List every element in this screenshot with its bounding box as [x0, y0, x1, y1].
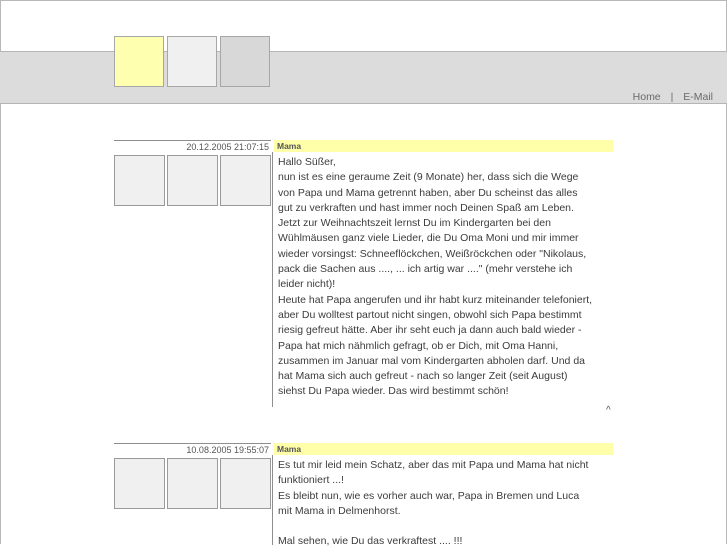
- entry-line: Hallo Süßer,: [278, 156, 336, 168]
- thumbnail-image[interactable]: [167, 155, 218, 206]
- entry-line: Wühlmäusen ganz viele Lieder, die Du Oma Moni und mir immer: [278, 232, 579, 245]
- entry-line: aber Du wolltest partout nicht singen, obwohl sich Papa bestimmt: [278, 308, 582, 321]
- entry-line: [278, 519, 613, 534]
- entry-date: 10.08.2005 19:55:07: [114, 443, 271, 456]
- entry-text: [273, 455, 613, 550]
- thumbnail-image[interactable]: [220, 155, 271, 206]
- back-to-top-link[interactable]: ^: [606, 405, 611, 416]
- nav-home-link[interactable]: Home: [632, 91, 661, 103]
- entry-line: Heute hat Papa angerufen und ihr habt kurz miteinander telefoniert,: [278, 293, 593, 306]
- entry-line: leider nicht)!: [278, 278, 336, 291]
- logo-tile-gray: [220, 36, 270, 87]
- entry-line: Es tut mir leid mein Schatz, aber das mit Papa und Mama hat nicht: [278, 459, 589, 471]
- entry-text: [273, 152, 613, 400]
- entry-line: gut zu verkraften und hast immer noch Deinen Spaß am Leben.: [278, 201, 574, 214]
- entry-line: funktioniert ...!: [278, 474, 344, 487]
- nav-separator: |: [670, 91, 674, 103]
- thumbnail-image[interactable]: [220, 458, 271, 509]
- entry-line: hat Mama sich auch gefreut - nach so langer Zeit (seit August): [278, 370, 568, 383]
- entry-author: Mama: [274, 140, 613, 152]
- thumbnail-image[interactable]: [167, 458, 218, 509]
- entry-body: [272, 455, 613, 548]
- nav-email-link[interactable]: E-Mail: [683, 91, 713, 103]
- entry-line: wieder vorsingst: Schneeflöckchen, Weißröckchen oder "Nikolaus,: [278, 247, 587, 260]
- top-nav: [633, 91, 713, 103]
- entry-body: [272, 152, 613, 407]
- entry-line: riesig gefreut hätte. Aber ihr seht euch ja dann auch bald wieder -: [278, 324, 582, 337]
- entry-line: Papa hat mich nähmlich gefragt, ob er Dich, mit Oma Hanni,: [278, 339, 559, 352]
- entry-line: Es bleibt nun, wie es vorher auch war, Papa in Bremen und Luca: [278, 489, 580, 502]
- entry-line: mit Mama in Delmenhorst.: [278, 504, 401, 517]
- logo-tile-light: [167, 36, 217, 87]
- thumbnail-image[interactable]: [114, 155, 165, 206]
- entry-line: zusammen im Januar mal vom Kindergarten abholen darf. Und da: [278, 354, 585, 367]
- header-band: [0, 51, 727, 104]
- logo-tile-yellow: [114, 36, 164, 87]
- entry-thumbnails: [114, 458, 274, 510]
- entry-line: von Papa und Mama getrennt haben, aber Du scheinst das alles: [278, 186, 578, 199]
- entry-line: Mal sehen, wie Du das verkraftest .... !!!: [278, 535, 463, 548]
- entry-line: siehst Du Papa wieder. Das wird bestimmt schön!: [278, 385, 509, 398]
- entry-author: Mama: [274, 443, 613, 455]
- entry-line: pack die Sachen aus ...., ... ich artig war ...." (mehr verstehe ich: [278, 263, 573, 276]
- entry-thumbnails: [114, 155, 274, 207]
- thumbnail-image[interactable]: [114, 458, 165, 509]
- entry-line: Jetzt zur Weihnachtszeit lernst Du im Kindergarten bei den: [278, 217, 551, 230]
- entry-line: nun ist es eine geraume Zeit (9 Monate) her, dass sich die Wege: [278, 171, 579, 184]
- entry-date: 20.12.2005 21:07:15: [114, 140, 271, 153]
